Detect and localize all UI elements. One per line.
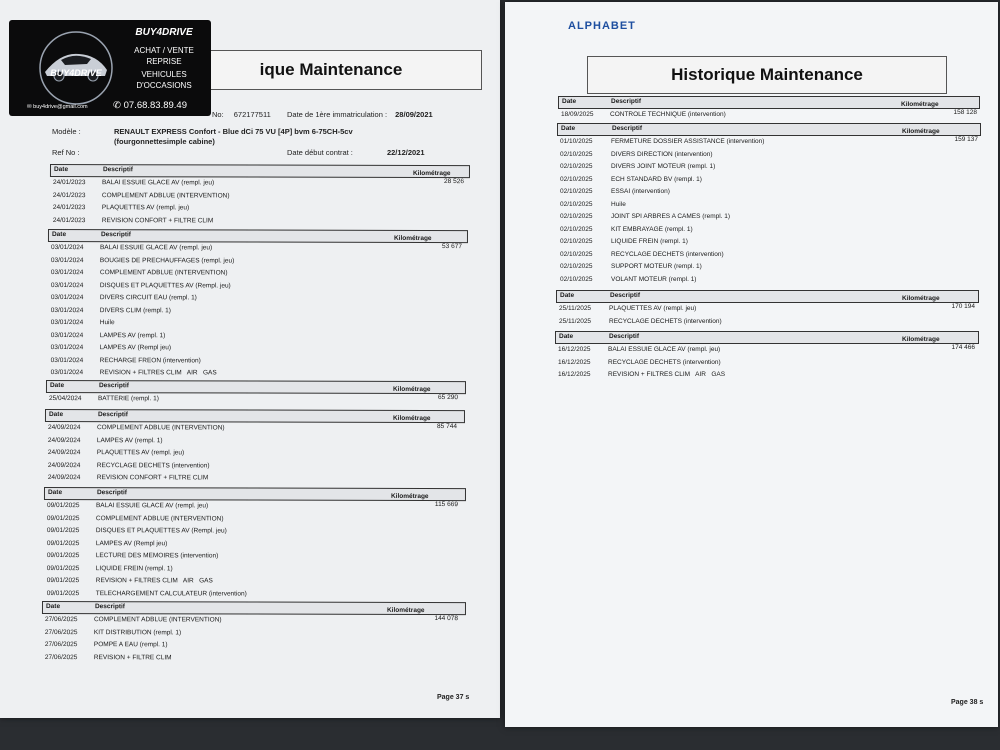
row-date: 09/01/2025: [46, 502, 80, 510]
date-column-header: Date: [560, 292, 575, 299]
row-date: 03/01/2024: [50, 256, 84, 264]
right-document-page: [505, 2, 998, 727]
row-description: COMPLEMENT ADBLUE (INTERVENTION): [95, 514, 224, 522]
registration-date-label: Date de 1ère immatriculation :: [287, 110, 388, 119]
block-header: [45, 409, 465, 423]
row-description: Huile: [99, 319, 115, 327]
table-row: [557, 211, 981, 224]
description-column-header: Descriptif: [97, 411, 128, 419]
block-header: [558, 96, 980, 109]
table-row: [557, 261, 981, 274]
date-column-header: Date: [51, 231, 67, 239]
row-description: TELECHARGEMENT CALCULATEUR (intervention): [95, 589, 247, 598]
row-date: 24/09/2024: [47, 424, 81, 432]
table-row: [557, 149, 981, 162]
emblem-text: BUY4DRIVE: [50, 68, 102, 78]
row-date: 09/01/2025: [46, 539, 80, 547]
row-description: JOINT SPI ARBRES A CAMES (rempl. 1): [611, 213, 731, 220]
row-date: 02/10/2025: [560, 213, 593, 220]
row-date: 09/01/2025: [46, 577, 80, 585]
row-date: 02/10/2025: [560, 275, 593, 283]
table-row: [45, 459, 465, 473]
phone-number: 07.68.83.89.49: [123, 100, 188, 111]
row-date: 03/01/2024: [50, 269, 84, 277]
maintenance-block: [46, 380, 466, 407]
row-description: DIVERS JOINT MOTEUR (rempl. 1): [611, 163, 716, 170]
table-row: [556, 316, 979, 329]
row-date: 03/01/2024: [50, 356, 84, 364]
mileage-column-header: Kilométrage: [390, 492, 429, 501]
row-description: ECH STANDARD BV (rempl. 1): [611, 175, 702, 183]
row-description: BATTERIE (rempl. 1): [97, 395, 159, 403]
table-row: [48, 254, 468, 268]
row-date: 09/01/2025: [46, 514, 80, 522]
left-page-number: Page 37 s: [437, 694, 470, 701]
row-description: SUPPORT MOTEUR (rempl. 1): [611, 263, 702, 270]
right-page-title-box: [587, 56, 947, 94]
table-row: [42, 651, 466, 665]
row-date: 16/12/2025: [558, 371, 591, 378]
table-row: [48, 242, 468, 256]
maintenance-block: [50, 164, 470, 228]
row-description: LECTURE DES MEMOIRES (intervention): [95, 552, 219, 560]
table-row: [42, 639, 466, 653]
email-address: buy4drive@gmail.com: [33, 104, 88, 110]
contract-date-value: 22/12/2021: [386, 148, 425, 157]
contract-date-label: Date début contrat :: [287, 148, 353, 157]
row-description: FERMETURE DOSSIER ASSISTANCE (intervention): [611, 138, 765, 145]
row-description: CONTROLE TECHNIQUE (intervention): [610, 111, 726, 118]
table-row: [44, 537, 466, 551]
row-date: 03/01/2024: [50, 281, 84, 289]
row-date: 03/01/2024: [50, 244, 84, 252]
service-line: ACHAT / VENTE: [134, 46, 194, 55]
table-row: [555, 369, 979, 382]
description-column-header: Descriptif: [612, 125, 642, 132]
row-date: 09/01/2025: [46, 564, 80, 572]
mileage-value: 174 466: [951, 344, 975, 351]
row-date: 02/10/2025: [560, 163, 593, 170]
mileage-column-header: Kilométrage: [392, 414, 431, 423]
maintenance-block: [42, 601, 466, 665]
row-description: LAMPES AV (Rempl jeu): [95, 539, 168, 547]
date-column-header: Date: [561, 125, 576, 132]
table-row: [557, 249, 981, 262]
row-description: LAMPES AV (rempl. 1): [96, 436, 163, 444]
registration-date-value: 28/09/2021: [395, 110, 433, 119]
date-column-header: Date: [48, 411, 64, 419]
description-column-header: Descriptif: [610, 292, 640, 299]
row-description: BOUGIES DE PRECHAUFFAGES (rempl. jeu): [99, 256, 235, 264]
maintenance-block: [45, 409, 465, 486]
table-row: [45, 472, 465, 486]
row-description: COMPLEMENT ADBLUE (INTERVENTION): [101, 191, 230, 199]
row-date: 02/10/2025: [560, 200, 593, 208]
row-description: COMPLEMENT ADBLUE (INTERVENTION): [93, 616, 222, 624]
block-header: [46, 380, 466, 394]
row-description: LIQUIDE FREIN (rempl. 1): [611, 238, 688, 245]
row-description: DIVERS CIRCUIT EAU (rempl. 1): [99, 294, 197, 302]
mileage-value: 85 744: [437, 423, 457, 431]
row-description: BALAI ESSUIE GLACE AV (rempl. jeu): [95, 502, 209, 510]
row-date: 16/12/2025: [558, 346, 591, 353]
table-row: [50, 189, 470, 203]
table-row: [45, 434, 465, 448]
table-row: [44, 500, 466, 514]
description-column-header: Descriptif: [611, 98, 641, 105]
email-icon: ✉: [27, 104, 32, 110]
services-list: [121, 46, 207, 91]
maintenance-block: [555, 331, 979, 382]
table-row: [557, 224, 981, 237]
block-header: [50, 164, 470, 178]
table-row: [42, 626, 466, 640]
row-date: 02/10/2025: [560, 225, 593, 233]
row-description: COMPLEMENT ADBLUE (INTERVENTION): [96, 424, 225, 432]
row-date: 25/11/2025: [559, 317, 592, 325]
row-date: 02/10/2025: [560, 188, 593, 195]
left-page-title: ique Maintenance: [259, 60, 403, 79]
table-row: [44, 562, 466, 576]
table-row: [45, 422, 465, 436]
left-page-title-box: [180, 50, 482, 90]
ref-number-label: Ref No :: [52, 148, 80, 157]
row-date: 27/06/2025: [44, 653, 78, 661]
model-value: RENAULT EXPRESS Confort - Blue dCi 75 VU [4P] bvm 6-75CH-5cv: [114, 127, 353, 136]
table-row: [44, 550, 466, 564]
date-column-header: Date: [562, 98, 577, 105]
row-description: REVISION CONFORT + FILTRE CLIM: [96, 474, 209, 482]
date-column-header: Date: [49, 382, 65, 390]
mileage-column-header: Kilométrage: [386, 606, 425, 615]
mileage-value: 115 669: [434, 501, 458, 509]
row-date: 02/10/2025: [560, 175, 593, 183]
row-description: BALAI ESSUIE GLACE AV (rempl. jeu): [101, 179, 215, 187]
vehicle-number: [212, 110, 271, 119]
row-description: KIT DISTRIBUTION (rempl. 1): [93, 628, 182, 636]
maintenance-block: [558, 96, 980, 122]
maintenance-block: [44, 487, 466, 601]
description-column-header: Descriptif: [100, 231, 131, 239]
table-row: [48, 342, 468, 356]
row-description: LIQUIDE FREIN (rempl. 1): [95, 564, 173, 572]
table-row: [557, 136, 981, 149]
table-row: [557, 174, 981, 187]
table-row: [555, 357, 979, 370]
table-row: [42, 614, 466, 628]
row-date: 25/11/2025: [559, 305, 592, 312]
vehicle-number-label: No:: [212, 110, 224, 119]
row-date: 02/10/2025: [560, 238, 593, 245]
row-description: BALAI ESSUIE GLACE AV (rempl. jeu): [608, 346, 721, 353]
date-column-header: Date: [53, 166, 69, 174]
table-row: [557, 274, 981, 287]
date-column-header: Date: [45, 603, 61, 611]
row-date: 02/10/2025: [560, 263, 593, 270]
row-date: 24/09/2024: [47, 449, 81, 457]
registration-date: [287, 110, 433, 119]
block-header: [44, 487, 466, 501]
service-line: D'OCCASIONS: [136, 80, 192, 90]
row-date: 03/01/2024: [50, 319, 84, 327]
row-description: PLAQUETTES AV (rempl. jeu): [609, 305, 697, 312]
alphabet-logo: ALPHABET: [568, 20, 636, 32]
row-description: RECHARGE FREON (intervention): [99, 356, 201, 364]
mileage-column-header: Kilométrage: [902, 295, 940, 302]
mileage-value: 28 526: [444, 178, 464, 186]
row-date: 16/12/2025: [558, 358, 591, 366]
buy4drive-advert-card: [9, 20, 211, 116]
row-description: BALAI ESSUIE GLACE AV (rempl. jeu): [99, 244, 213, 252]
row-description: PLAQUETTES AV (rempl. jeu): [96, 449, 185, 457]
table-row: [48, 267, 468, 281]
row-date: 24/09/2024: [47, 461, 81, 469]
row-date: 27/06/2025: [44, 628, 78, 636]
row-description: PLAQUETTES AV (rempl. jeu): [101, 204, 190, 212]
row-description: REVISION + FILTRES CLIM AIR GAS: [608, 371, 726, 378]
maintenance-block: [557, 123, 981, 286]
row-description: RECYCLAGE DECHETS (intervention): [611, 250, 724, 258]
mileage-column-header: Kilométrage: [393, 234, 432, 243]
block-header: [42, 601, 466, 615]
row-description: ESSAI (intervention): [611, 188, 670, 195]
row-description: COMPLEMENT ADBLUE (INTERVENTION): [99, 269, 228, 277]
row-date: 03/01/2024: [50, 344, 84, 352]
row-date: 02/10/2025: [560, 250, 593, 258]
mileage-column-header: Kilométrage: [412, 169, 451, 178]
row-date: 09/01/2025: [46, 589, 80, 597]
service-line: REPRISE: [146, 56, 182, 66]
table-row: [48, 329, 468, 343]
table-row: [44, 575, 466, 589]
row-description: VOLANT MOTEUR (rempl. 1): [611, 275, 697, 283]
email-line: [27, 104, 88, 110]
mileage-value: 65 290: [438, 394, 458, 402]
mileage-column-header: Kilométrage: [902, 336, 940, 343]
row-date: 02/10/2025: [560, 150, 593, 158]
row-description: DIVERS CLIM (rempl. 1): [99, 306, 171, 314]
row-date: 24/01/2023: [52, 179, 86, 187]
mileage-column-header: Kilométrage: [902, 128, 940, 135]
right-page-number: Page 38 s: [951, 699, 984, 706]
contract-date: [287, 148, 425, 157]
row-date: 03/01/2024: [50, 331, 84, 339]
right-page-title: Historique Maintenance: [671, 65, 863, 84]
row-description: RECYCLAGE DECHETS (intervention): [608, 358, 721, 366]
row-description: REVISION + FILTRE CLIM: [93, 653, 172, 661]
row-description: KIT EMBRAYAGE (rempl. 1): [611, 225, 693, 233]
vehicle-number-value: 672177511: [233, 110, 271, 119]
row-date: 09/01/2025: [46, 552, 80, 560]
row-date: 01/10/2025: [560, 138, 593, 145]
table-row: [557, 186, 981, 199]
row-description: DIVERS DIRECTION (intervention): [611, 150, 713, 158]
row-date: 18/09/2025: [561, 111, 594, 118]
table-row: [44, 525, 466, 539]
phone-icon: ✆: [113, 100, 121, 111]
table-row: [555, 344, 979, 357]
row-description: REVISION + FILTRES CLIM AIR GAS: [99, 369, 217, 377]
row-date: 27/06/2025: [44, 641, 78, 649]
description-column-header: Descriptif: [98, 382, 129, 390]
row-description: Huile: [611, 200, 626, 208]
block-header: [555, 331, 979, 344]
block-header: [556, 290, 979, 303]
table-row: [558, 109, 980, 122]
row-description: DISQUES ET PLAQUETTES AV (Rempl. jeu): [95, 527, 227, 535]
table-row: [48, 279, 468, 293]
maintenance-block: [556, 290, 979, 328]
row-description: REVISION CONFORT + FILTRE CLIM: [101, 216, 214, 224]
table-row: [50, 214, 470, 228]
date-column-header: Date: [559, 333, 574, 340]
table-row: [48, 304, 468, 318]
block-header: [48, 229, 468, 243]
table-row: [48, 292, 468, 306]
row-description: REVISION + FILTRES CLIM AIR GAS: [95, 577, 213, 585]
phone-line: [113, 100, 187, 111]
row-date: 25/04/2024: [48, 395, 82, 403]
mileage-value: 53 677: [442, 243, 462, 251]
row-description: DISQUES ET PLAQUETTES AV (Rempl. jeu): [99, 281, 231, 289]
brand-name: BUY4DRIVE: [135, 27, 193, 38]
mileage-column-header: Kilométrage: [901, 101, 939, 108]
service-line: VEHICULES: [141, 70, 187, 79]
mileage-value: 158 128: [953, 109, 977, 116]
table-row: [44, 587, 466, 601]
row-description: POMPE A EAU (rempl. 1): [93, 641, 168, 649]
row-description: LAMPES AV (Rempl jeu): [99, 344, 172, 352]
row-date: 03/01/2024: [50, 306, 84, 314]
row-date: 24/01/2023: [52, 204, 86, 212]
description-column-header: Descriptif: [609, 333, 639, 340]
maintenance-block: [48, 229, 468, 381]
mileage-value: 159 137: [954, 136, 978, 143]
table-row: [50, 177, 470, 191]
row-date: 24/09/2024: [47, 474, 81, 482]
description-column-header: Descriptif: [102, 166, 133, 174]
table-row: [44, 512, 466, 526]
date-column-header: Date: [47, 489, 63, 497]
table-row: [48, 354, 468, 368]
description-column-header: Descriptif: [96, 489, 127, 497]
table-row: [46, 393, 466, 407]
table-row: [50, 202, 470, 216]
table-row: [556, 303, 979, 316]
table-row: [557, 199, 981, 212]
block-header: [557, 123, 981, 136]
mileage-column-header: Kilométrage: [392, 385, 431, 394]
table-row: [557, 161, 981, 174]
row-date: 24/09/2024: [47, 436, 81, 444]
row-date: 09/01/2025: [46, 527, 80, 535]
table-row: [48, 367, 468, 381]
row-description: RECYCLAGE DECHETS (intervention): [96, 461, 210, 469]
row-date: 27/06/2025: [44, 616, 78, 624]
model-value-line2: (fourgonnettesimple cabine): [114, 137, 215, 146]
row-description: RECYCLAGE DECHETS (intervention): [609, 317, 722, 325]
row-date: 24/01/2023: [52, 216, 86, 224]
row-description: LAMPES AV (rempl. 1): [99, 331, 166, 339]
row-date: 03/01/2024: [50, 294, 84, 302]
model-label: Modèle :: [52, 127, 81, 136]
row-date: 03/01/2024: [50, 369, 84, 377]
row-date: 24/01/2023: [52, 191, 86, 199]
table-row: [45, 447, 465, 461]
description-column-header: Descriptif: [94, 603, 125, 611]
mileage-value: 170 194: [951, 303, 975, 310]
table-row: [557, 236, 981, 249]
table-row: [48, 317, 468, 331]
mileage-value: 144 078: [434, 615, 458, 623]
